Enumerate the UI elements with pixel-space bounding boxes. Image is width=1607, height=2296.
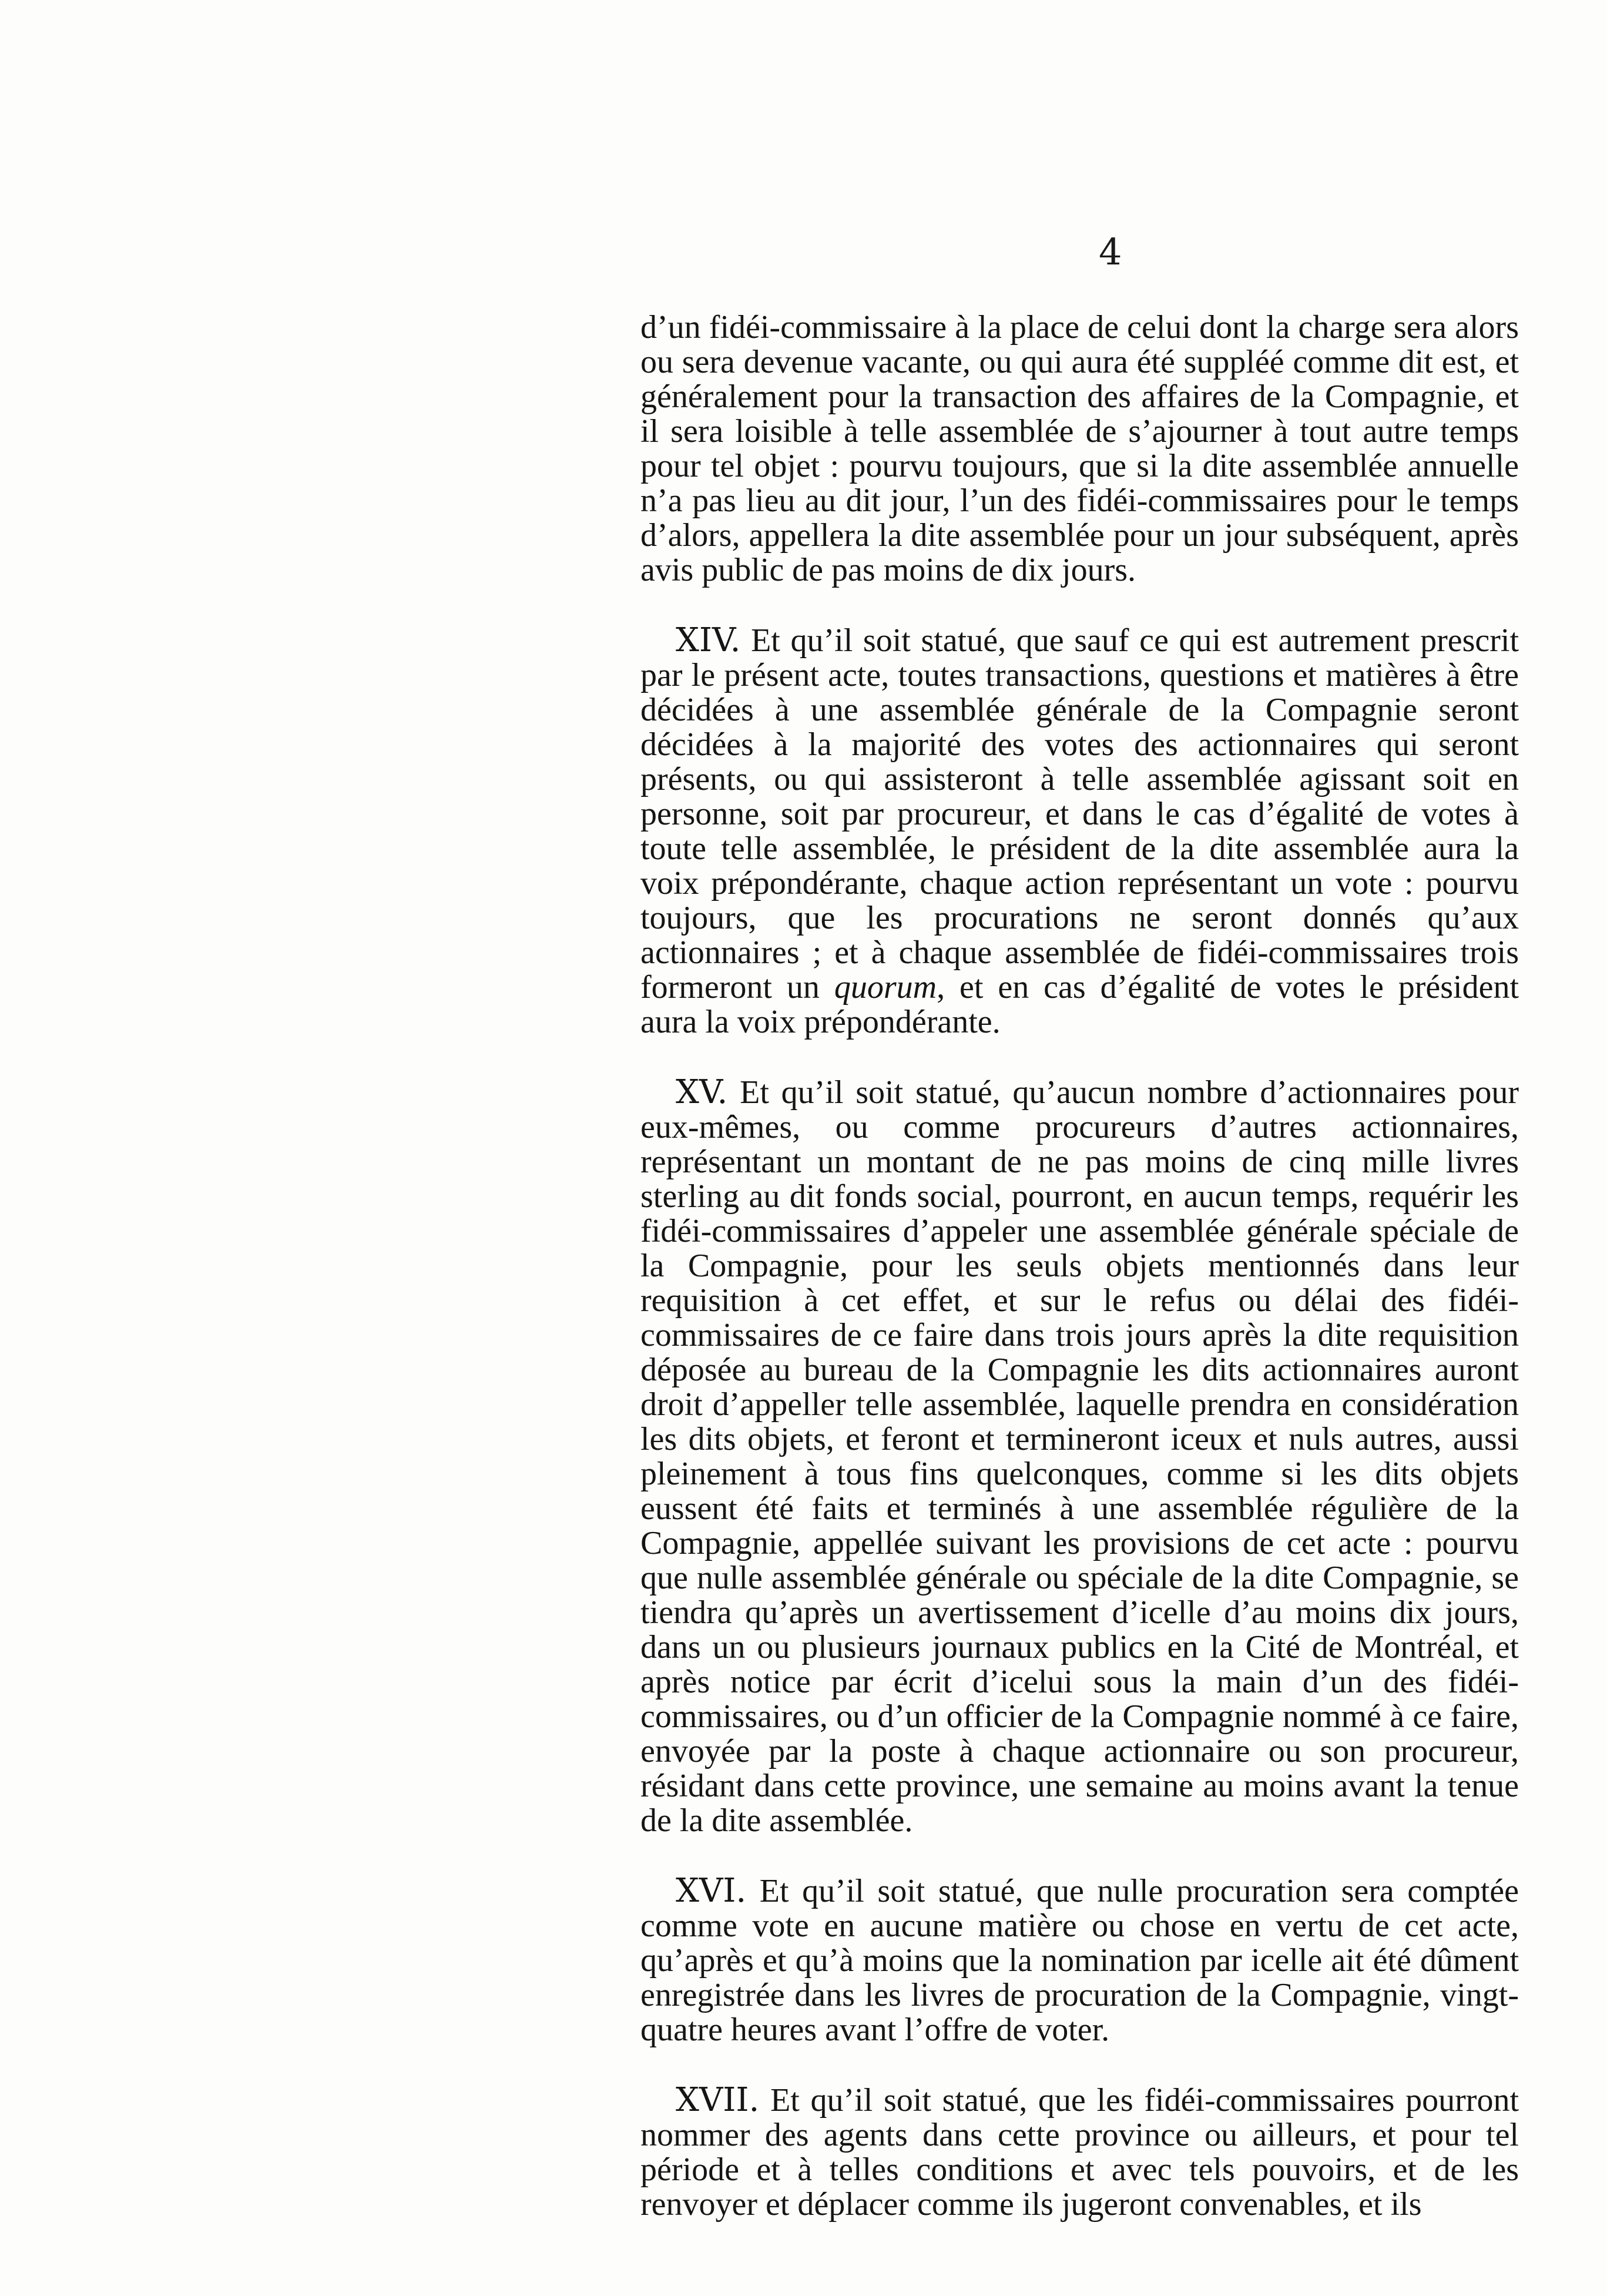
section-number: XVI. xyxy=(676,1872,747,1910)
page-number: 4 xyxy=(1099,230,1122,273)
section-number: XIV. xyxy=(676,621,741,659)
section-text: Et qu’il soit statué, que nulle procuration sera comptée comme vote en aucune matière ou chose en vertu de cet acte, qu’après et qu’à moins que la nomination par icelle ait été dûment enregistrée dans les livres de procuration de la Compagnie, vingt-quatre heures avant l’offre de voter. xyxy=(640,1873,1519,2048)
paragraph-continuation xyxy=(640,310,1519,588)
section-xiv xyxy=(640,623,1519,1040)
paragraph-text: d’un fidéi-commissaire à la place de celui dont la charge sera alors ou sera devenue vacante, ou qui aura été suppléé comme dit est, et généralement pour la transaction des affaires de la Compagnie, et il sera loisible à telle assemblée de s’ajourner à tout autre temps pour tel objet : pourvu toujours, que si la dite assemblée annuelle n’a pas lieu au dit jour, l’un des fidéi-commissaires pour le temps d’alors, appellera la dite assemblée pour un jour subséquent, après avis public de pas moins de dix jours. xyxy=(640,309,1519,588)
section-text: Et qu’il soit statué, que les fidéi-commissaires pourront nommer des agents dans cette province ou ailleurs, et pour tel période et à telles conditions et avec tels pouvoirs, et de les renvoyer et déplacer comme ils jugeront convenables, et ils xyxy=(640,2082,1519,2223)
section-xv xyxy=(640,1075,1519,1838)
section-number: XV. xyxy=(676,1073,728,1111)
section-number: XVII. xyxy=(676,2081,760,2119)
section-text: Et qu’il soit statué, que sauf ce qui est autrement prescrit par le présent acte, toutes transactions, questions et matières à être décidées à une assemblée générale de la Compagnie seront décidées à la majorité des votes des actionnaires qui seront présents, ou qui assisteront à telle assemblée agissant soit en personne, soit par procureur, et dans le cas d’égalité de votes à toute telle assemblée, le président de la dite assemblée aura la voix prépondérante, chaque action représentant un vote : pourvu toujours, que les procurations ne seront donnés qu’aux actionnaires ; et à chaque assemblée de fidéi-commissaires trois formeront un xyxy=(640,622,1519,1005)
section-italic-term: quorum xyxy=(834,969,937,1005)
section-text: Et qu’il soit statué, qu’aucun nombre d’actionnaires pour eux-mêmes, ou comme procureurs d’autres actionnaires, représentant un montant de ne pas moins de cinq mille livres sterling au dit fonds social, pourront, en aucun temps, requérir les fidéi-commissaires d’appeler une assemblée générale spéciale de la Compagnie, pour les seuls objets mentionnés dans leur requisition à cet effet, et sur le refus ou délai des fidéi-commissaires de ce faire dans trois jours après la dite requisition déposée au bureau de la Compagnie les dits actionnaires auront droit d’appeller telle assemblée, laquelle prendra en considération les dits objets, et feront et termineront iceux et nuls autres, aussi pleinement à tous fins quelconques, comme si les dits objets eussent été faits et terminés à une assemblée régulière de la Compagnie, appellée suivant les provisions de cet acte : pourvu que nulle assemblée générale ou spéciale de la dite Compagnie, se tiendra qu’après un avertissement d’icelle d’au moins dix jours, dans un ou plusieurs journaux publics en la Cité de Montréal, et après notice par écrit d’icelui sous la main d’un des fidéi-commissaires, ou d’un officier de la Compagnie nommé à ce faire, envoyée par la poste à chaque actionnaire ou son procureur, résidant dans cette province, une semaine au moins avant la tenue de la dite assemblée. xyxy=(640,1074,1519,1839)
document-body xyxy=(640,310,1519,2257)
section-xvi xyxy=(640,1873,1519,2047)
section-text-after: , et en cas d’égalité de votes le président aura la voix prépondérante. xyxy=(640,969,1519,1040)
section-xvii xyxy=(640,2083,1519,2222)
